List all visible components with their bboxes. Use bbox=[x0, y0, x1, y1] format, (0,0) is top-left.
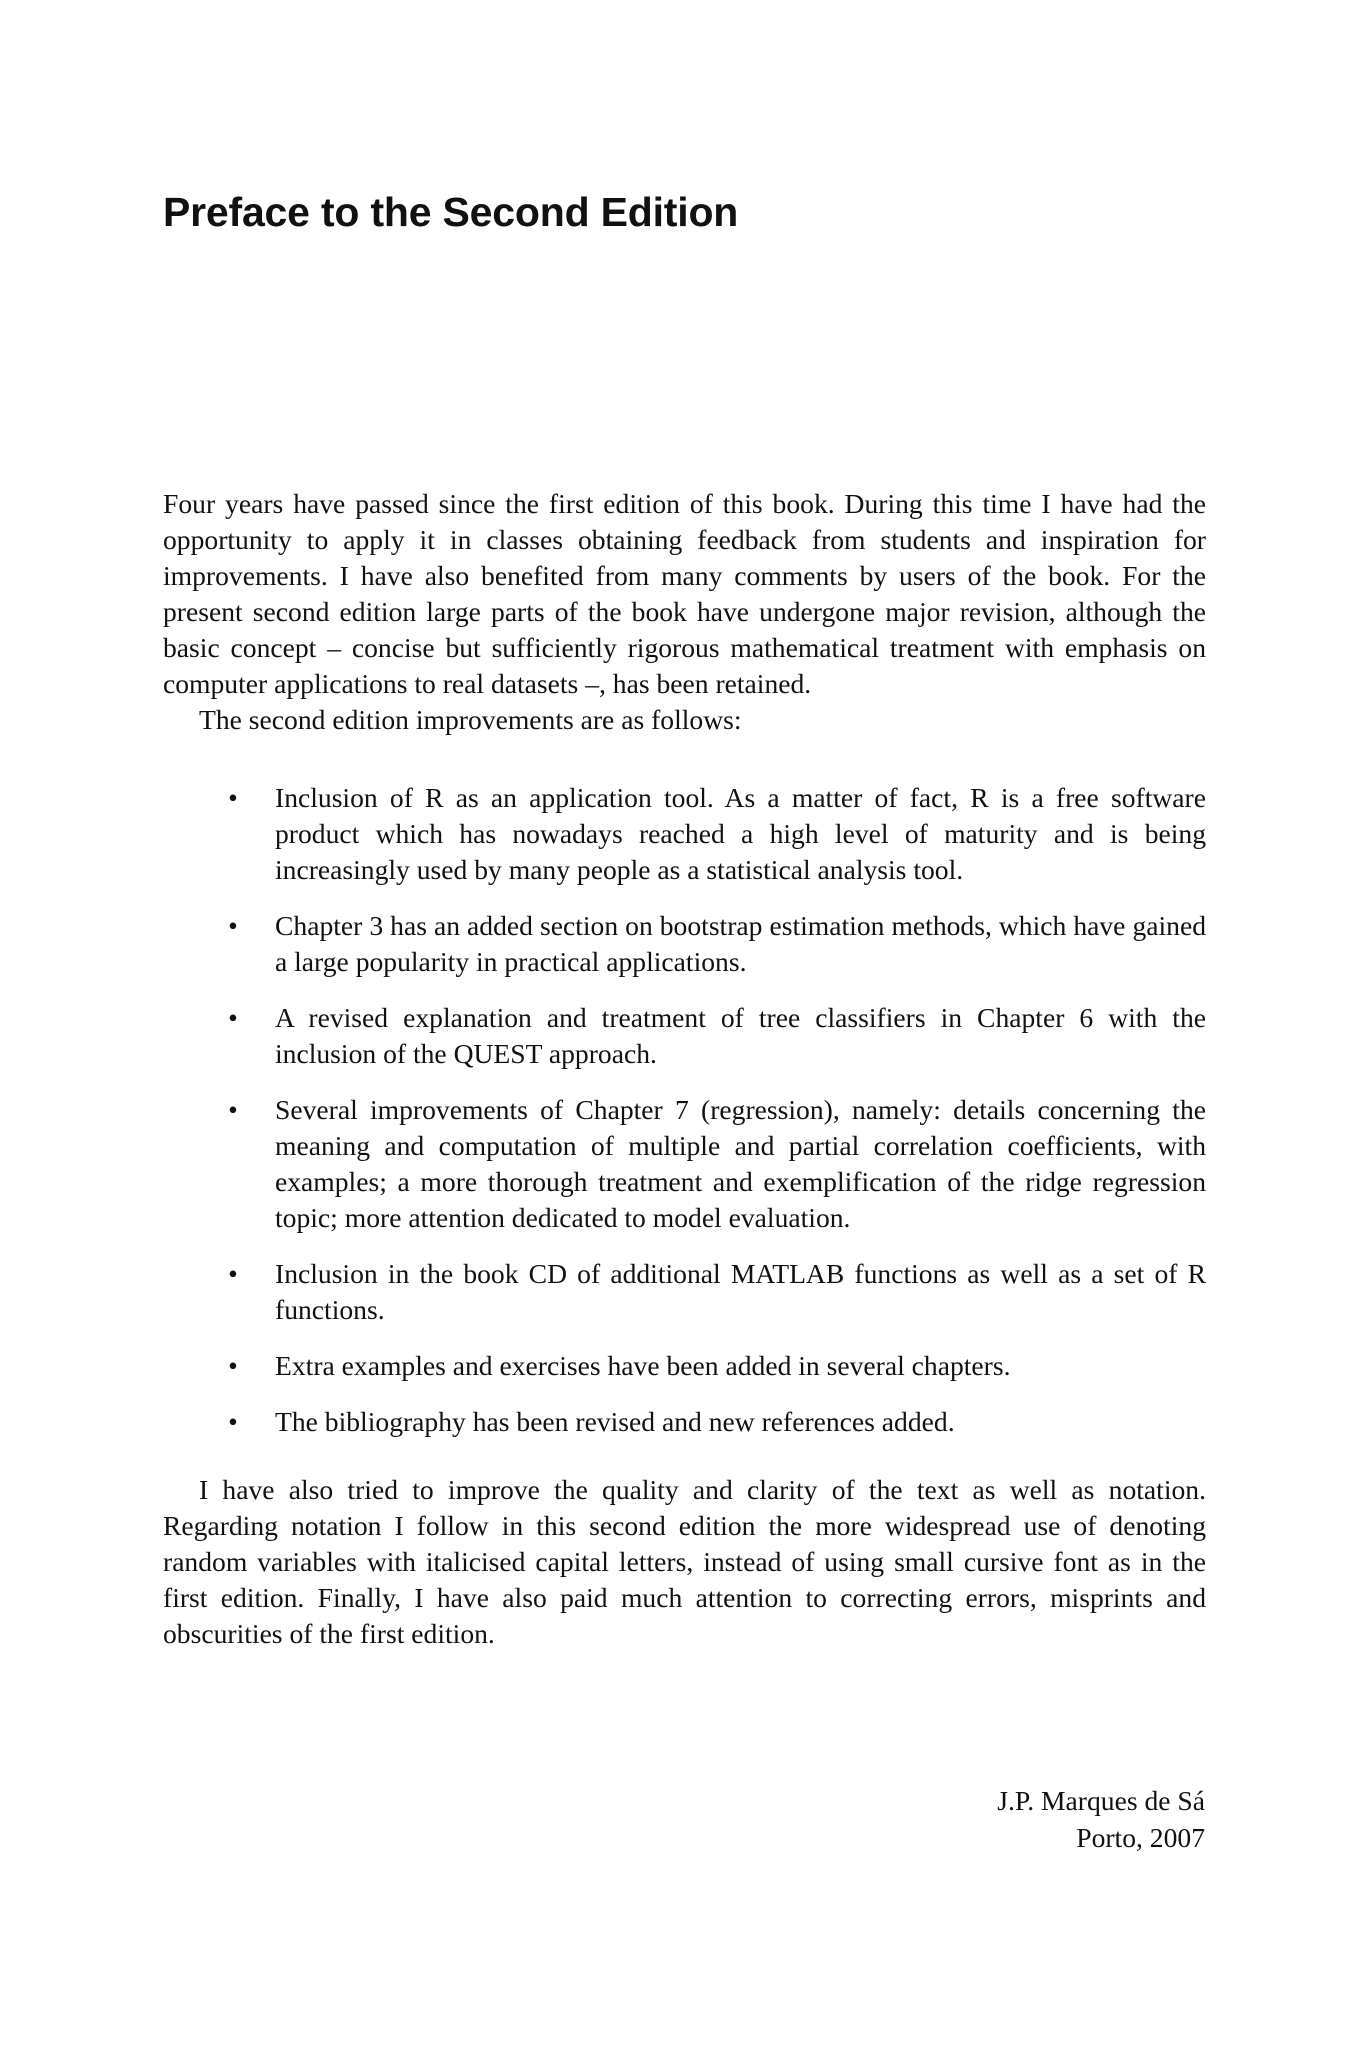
bullet-icon: • bbox=[228, 1094, 238, 1125]
place-date: Porto, 2007 bbox=[1076, 1822, 1205, 1853]
bullet-icon: • bbox=[228, 1258, 238, 1289]
page-title: Preface to the Second Edition bbox=[163, 189, 739, 235]
bullet-icon: • bbox=[228, 1406, 238, 1437]
preface-body bbox=[163, 486, 1206, 1652]
list-item bbox=[163, 1000, 1206, 1072]
list-item-text: Inclusion in the book CD of additional MATLAB functions as well as a set of R functions. bbox=[275, 1258, 1206, 1325]
list-item-text: Several improvements of Chapter 7 (regression), namely: details concerning the meaning and computation of multiple and partial correlation coefficients, with examples; a more thorough treatment and exemplification of the ridge regression topic; more attention dedicated to model evaluation. bbox=[275, 1094, 1206, 1233]
list-item-text: Extra examples and exercises have been added in several chapters. bbox=[275, 1350, 1011, 1381]
signature-block bbox=[997, 1782, 1205, 1856]
list-item bbox=[163, 1404, 1206, 1440]
list-item bbox=[163, 908, 1206, 980]
list-item bbox=[163, 1348, 1206, 1384]
intro-paragraph: Four years have passed since the first edition of this book. During this time I have had the opportunity to apply it in classes obtaining feedback from students and inspiration for improvements. I have also benefited from many comments by users of the book. For the present second edition large parts of the book have undergone major revision, although the basic concept – concise but sufficiently rigorous mathematical treatment with emphasis on computer applications to real datasets –, has been retained. bbox=[163, 488, 1206, 699]
list-item-text: The bibliography has been revised and new references added. bbox=[275, 1406, 955, 1437]
bullet-icon: • bbox=[228, 1002, 238, 1033]
improvements-list bbox=[163, 780, 1206, 1440]
improvements-intro: The second edition improvements are as follows: bbox=[199, 704, 742, 735]
list-item-text: Chapter 3 has an added section on bootstrap estimation methods, which have gained a large popularity in practical applications. bbox=[275, 910, 1206, 977]
list-item-text: A revised explanation and treatment of tree classifiers in Chapter 6 with the inclusion of the QUEST approach. bbox=[275, 1002, 1206, 1069]
closing-paragraph: I have also tried to improve the quality and clarity of the text as well as notation. Regarding notation I follow in this second edition the more widespread use of denoting random variables with italicised capital letters, instead of using small cursive font as in the first edition. Finally, I have also paid much attention to correcting errors, misprints and obscurities of the first edition. bbox=[163, 1474, 1206, 1649]
bullet-icon: • bbox=[228, 910, 238, 941]
list-item-text: Inclusion of R as an application tool. As a matter of fact, R is a free software product which has nowadays reached a high level of maturity and is being increasingly used by many people as a statistical analysis tool. bbox=[275, 782, 1206, 885]
list-item bbox=[163, 1256, 1206, 1328]
list-item bbox=[163, 1092, 1206, 1236]
bullet-icon: • bbox=[228, 782, 238, 813]
author-name: J.P. Marques de Sá bbox=[997, 1785, 1205, 1816]
list-item bbox=[163, 780, 1206, 888]
bullet-icon: • bbox=[228, 1350, 238, 1381]
